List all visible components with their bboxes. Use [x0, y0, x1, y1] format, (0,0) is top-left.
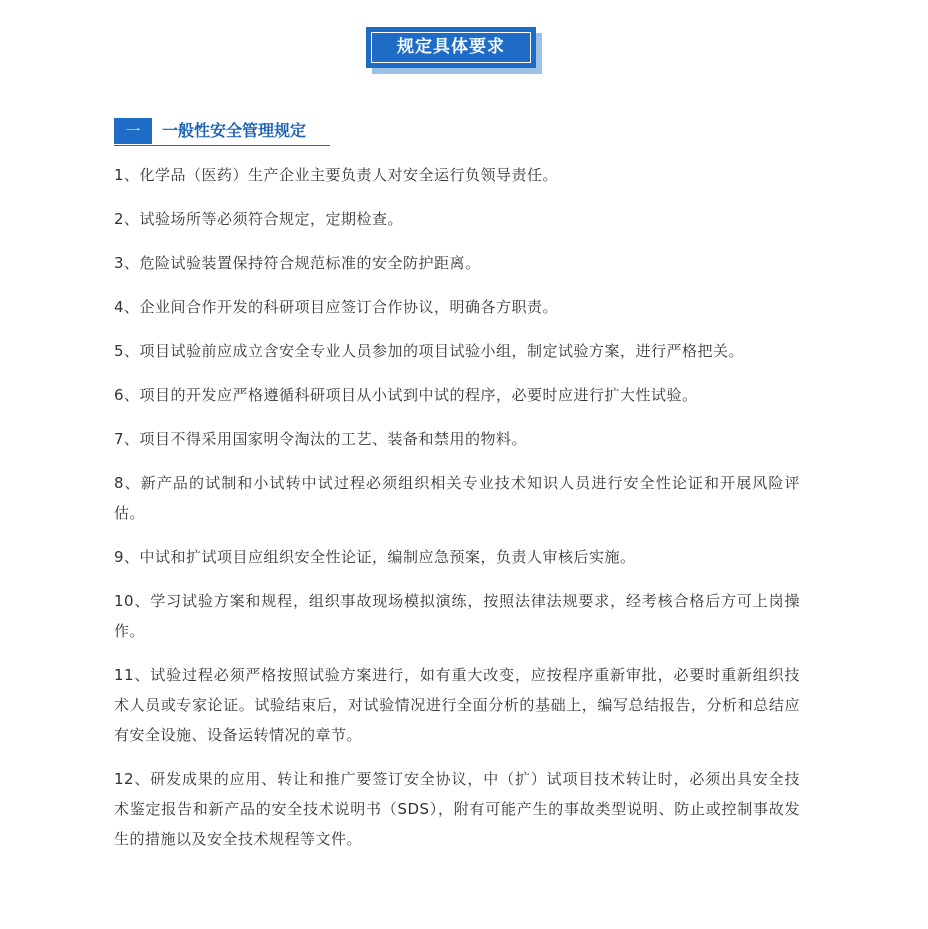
rule-item: 11、试验过程必须严格按照试验方案进行，如有重大改变，应按程序重新审批，必要时重新组织技术人员或专家论证。试验结束后，对试验情况进行全面分析的基础上，编写总结报告，分析和总结应有安全设施、设备运转情况的章节。 — [114, 666, 800, 744]
rule-item: 8、新产品的试制和小试转中试过程必须组织相关专业技术知识人员进行安全性论证和开展风险评估。 — [114, 474, 800, 522]
page-title: 规定具体要求 — [397, 37, 505, 57]
section-heading — [114, 118, 330, 146]
rule-item: 5、项目试验前应成立含安全专业人员参加的项目试验小组，制定试验方案，进行严格把关。 — [114, 342, 745, 360]
section-title: 一般性安全管理规定 — [162, 121, 307, 140]
section-number-badge: 一 — [114, 118, 152, 144]
rule-item: 7、项目不得采用国家明令淘汰的工艺、装备和禁用的物料。 — [114, 430, 528, 448]
rule-item: 12、研发成果的应用、转让和推广要签订安全协议，中（扩）试项目技术转让时，必须出具安全技术鉴定报告和新产品的安全技术说明书（SDS），附有可能产生的事故类型说明、防止或控制事故发生的措施以及安全技术规程等文件。 — [114, 770, 800, 848]
rule-item: 4、企业间合作开发的科研项目应签订合作协议，明确各方职责。 — [114, 298, 559, 316]
page-title-banner — [366, 27, 542, 74]
rule-item: 6、项目的开发应严格遵循科研项目从小试到中试的程序，必要时应进行扩大性试验。 — [114, 386, 698, 404]
rule-item: 1、化学品（医药）生产企业主要负责人对安全运行负领导责任。 — [114, 166, 559, 184]
rules-list — [114, 160, 800, 868]
rule-item: 10、学习试验方案和规程，组织事故现场模拟演练，按照法律法规要求，经考核合格后方可上岗操作。 — [114, 592, 800, 640]
rule-item: 2、试验场所等必须符合规定，定期检查。 — [114, 210, 404, 228]
rule-item: 9、中试和扩试项目应组织安全性论证，编制应急预案，负责人审核后实施。 — [114, 548, 636, 566]
rule-item: 3、危险试验装置保持符合规范标准的安全防护距离。 — [114, 254, 481, 272]
